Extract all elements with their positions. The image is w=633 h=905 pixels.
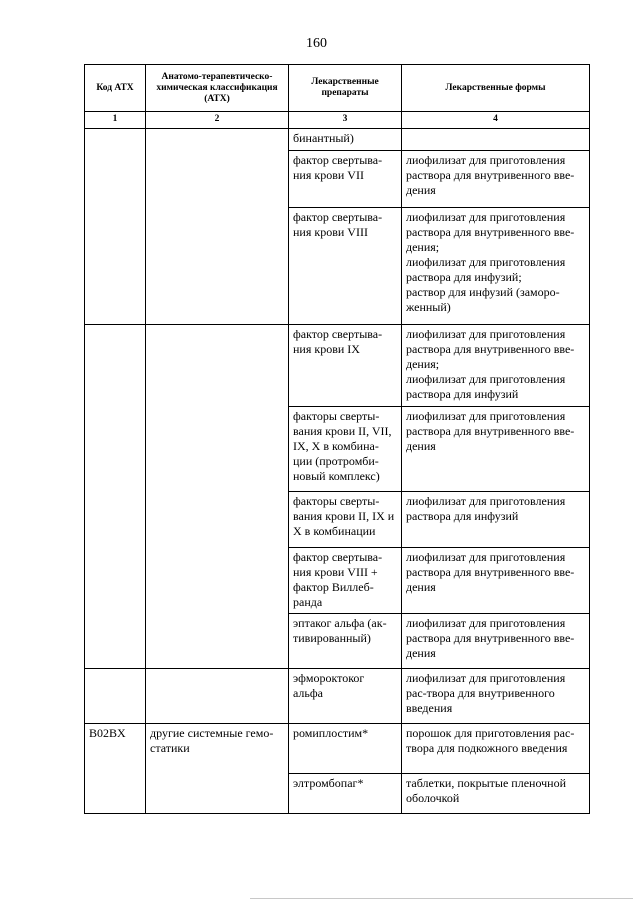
scan-edge-line [250,898,633,899]
header-dosage-forms: Лекарственные формы [402,65,590,112]
table-header-row [85,65,590,112]
atx-drug-table [84,64,590,814]
page-number: 160 [306,36,327,51]
atx-code-cell [85,129,146,325]
form-cell: лиофилизат для приготовления раствора для внутривенного вве-дения [402,548,590,614]
table-row [85,669,590,724]
header-drugs: Лекарственные препараты [289,65,402,112]
atx-class-cell [146,325,289,669]
drug-cell: фактор свертыва-ния крови IX [289,325,402,407]
drug-cell: ромиплостим* [289,724,402,774]
drug-cell: фактор свертыва-ния крови VII [289,151,402,208]
form-cell: лиофилизат для приготовления раствора для внутривенного вве-дения; лиофилизат для приготовления раствора для инфузий; раствор для инфузий (заморо-женный) [402,208,590,325]
column-number: 1 [85,112,146,129]
form-cell: лиофилизат для приготовления раствора для внутривенного вве-дения [402,151,590,208]
atx-code-cell [85,325,146,669]
column-number: 4 [402,112,590,129]
drug-cell: факторы сверты-вания крови II, VII, IX, X в комбина-ции (протромби-новый комплекс) [289,407,402,492]
drug-cell: эптаког альфа (ак-тивированный) [289,614,402,669]
form-cell: таблетки, покрытые пленочной оболочкой [402,774,590,814]
header-atx-classification: Анатомо-терапевтическо-химическая классификация (АТХ) [146,65,289,112]
column-number: 3 [289,112,402,129]
form-cell [402,129,590,151]
drug-cell: эфмороктоког альфа [289,669,402,724]
atx-class-cell [146,669,289,724]
column-number-row [85,112,590,129]
form-cell: лиофилизат для приготовления раствора для внутривенного вве-дения [402,407,590,492]
drug-cell: факторы сверты-вания крови II, IX и X в комбинации [289,492,402,548]
drug-cell: фактор свертыва-ния крови VIII [289,208,402,325]
drug-cell: бинантный) [289,129,402,151]
form-cell: лиофилизат для приготовления раствора для внутривенного вве-дения; лиофилизат для приготовления раствора для инфузий [402,325,590,407]
table-row [85,325,590,407]
form-cell: порошок для приготовления рас-твора для подкожного введения [402,724,590,774]
header-atx-code: Код АТХ [85,65,146,112]
form-cell: лиофилизат для приготовления рас-твора для внутривенного введения [402,669,590,724]
atx-code-cell [85,669,146,724]
atx-class-cell: другие системные гемо-статики [146,724,289,814]
atx-code-cell: B02BX [85,724,146,814]
table-row [85,129,590,151]
drug-cell: фактор свертыва-ния крови VIII + фактор Виллеб-ранда [289,548,402,614]
form-cell: лиофилизат для приготовления раствора для инфузий [402,492,590,548]
table-row [85,724,590,774]
column-number: 2 [146,112,289,129]
drug-cell: элтромбопаг* [289,774,402,814]
atx-class-cell [146,129,289,325]
form-cell: лиофилизат для приготовления раствора для внутривенного вве-дения [402,614,590,669]
